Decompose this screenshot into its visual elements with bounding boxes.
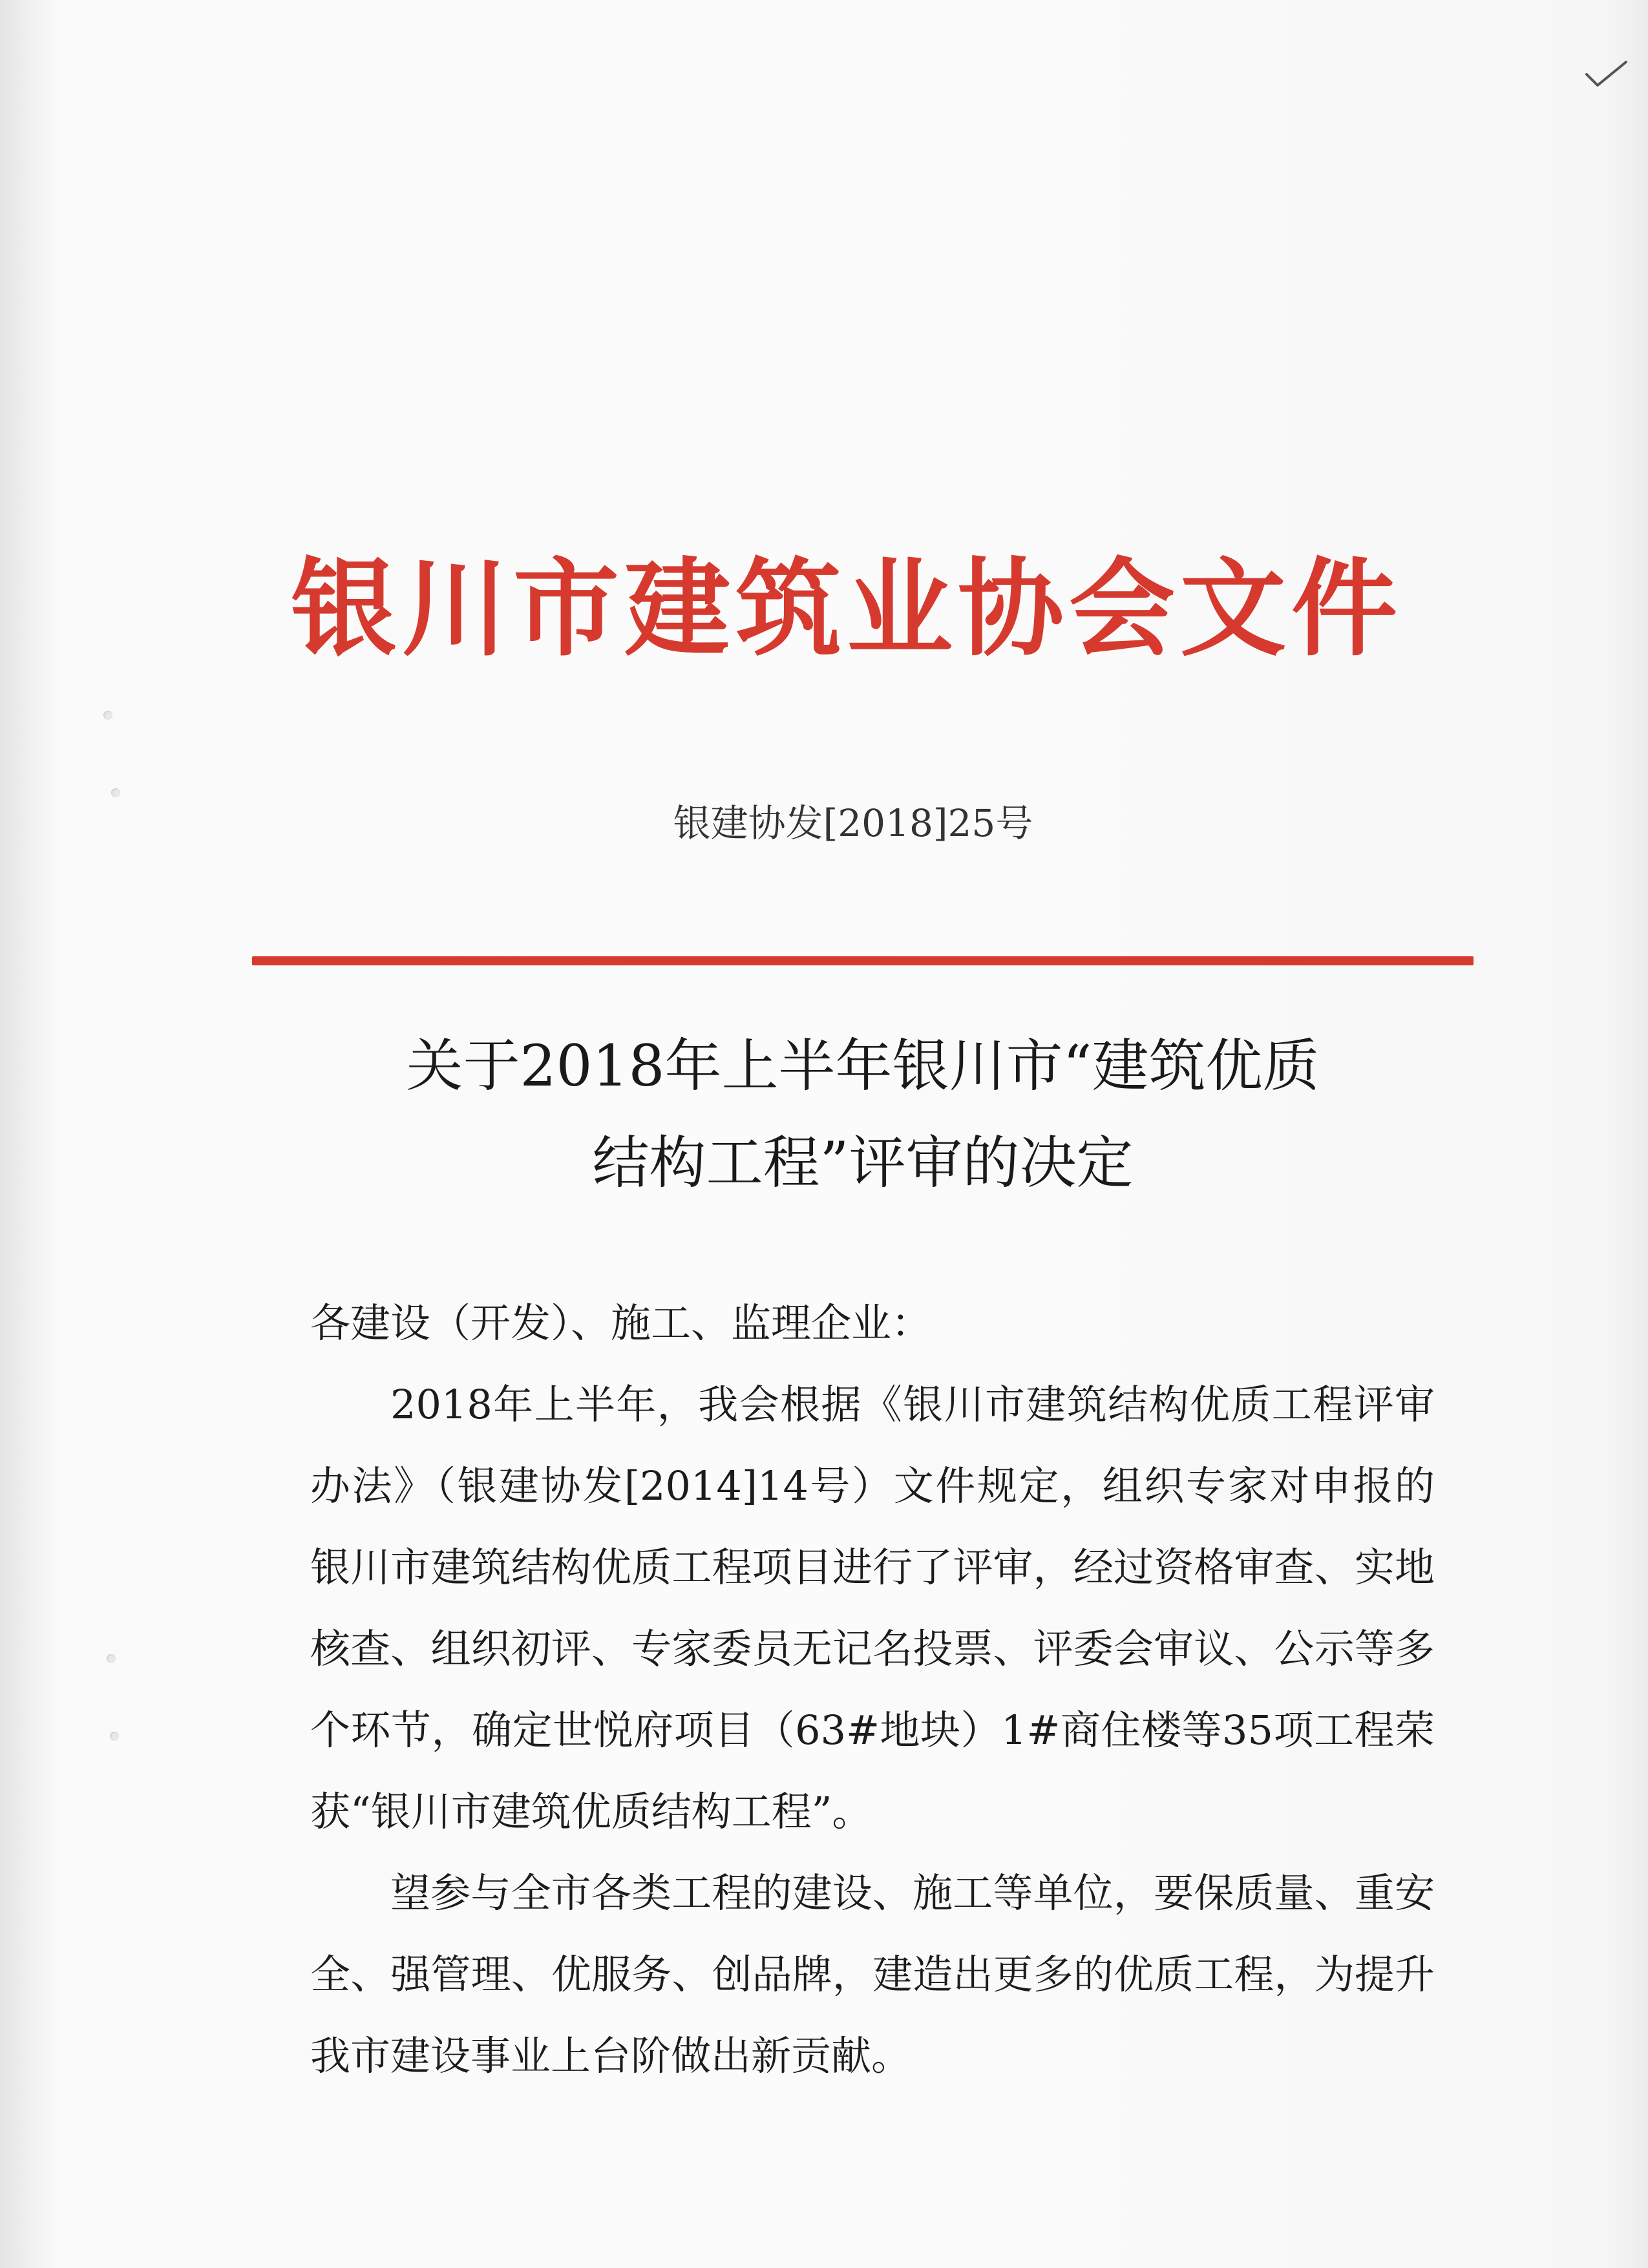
scan-left-edge bbox=[0, 0, 58, 2268]
body-paragraph-1: 2018年上半年，我会根据《银川市建筑结构优质工程评审办法》（银建协发[2014]14号）文件规定，组织专家对申报的银川市建筑结构优质工程项目进行了评审，经过资格审查、实地核查、组织初评、专家委员无记名投票、评委会审议、公示等多个环节，确定世悦府项目（63#地块）1#商住楼等35项工程荣获“银川市建筑优质结构工程”。 bbox=[310, 1381, 1435, 1835]
decision-title bbox=[271, 1018, 1454, 1212]
decision-title-line-2: 结构工程”评审的决定 bbox=[592, 1129, 1134, 1196]
document-number: 银建协发[2018]25号 bbox=[673, 801, 1033, 845]
salutation: 各建设（开发）、施工、监理企业： bbox=[310, 1299, 932, 1347]
binding-hole bbox=[103, 711, 112, 720]
document-body bbox=[310, 1283, 1435, 2097]
binding-hole bbox=[107, 1654, 116, 1663]
binding-hole bbox=[110, 1732, 119, 1741]
body-paragraph-2: 望参与全市各类工程的建设、施工等单位，要保质量、重安全、强管理、优服务、创品牌，建造出更多的优质工程，为提升我市建设事业上台阶做出新贡献。 bbox=[310, 1869, 1435, 2079]
red-separator-line bbox=[252, 956, 1474, 965]
document-header-title: 银川市建筑业协会文件 bbox=[290, 546, 1402, 671]
decision-title-line-1: 关于2018年上半年银川市“建筑优质 bbox=[406, 1033, 1320, 1099]
check-mark-icon bbox=[1583, 58, 1629, 90]
binding-hole bbox=[111, 788, 120, 797]
